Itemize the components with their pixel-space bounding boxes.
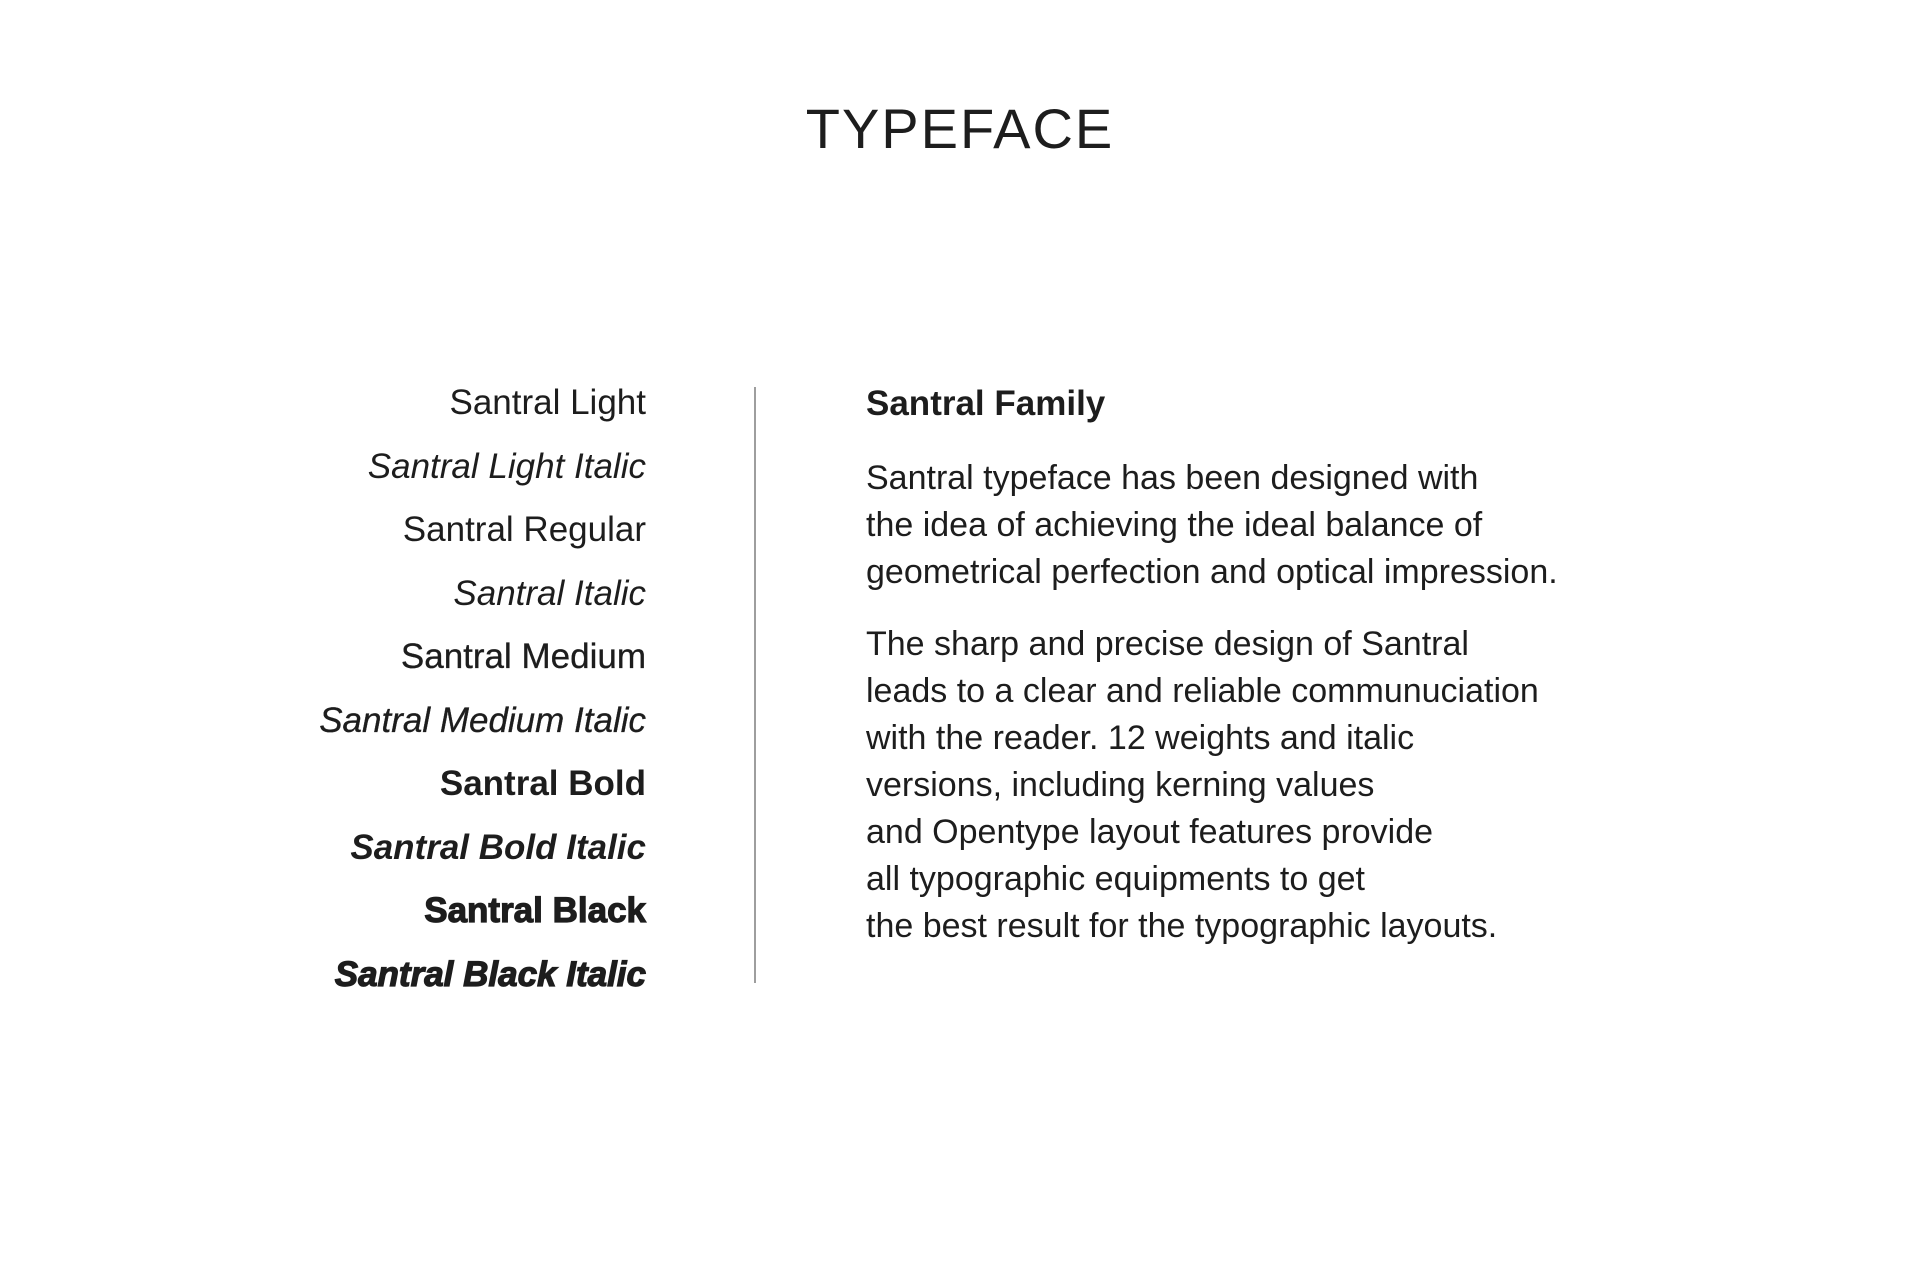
text-line: the best result for the typographic layouts. [866,907,1498,945]
text-line: and Opentype layout features provide [866,813,1434,851]
font-style-santral-light: Santral Light [449,383,646,422]
font-style-santral-italic: Santral Italic [453,573,646,613]
font-style-santral-black-italic: Santral Black Italic [334,954,646,994]
font-style-list [0,371,646,1006]
font-style-santral-light-italic: Santral Light Italic [367,446,646,486]
family-paragraph-1 [866,455,1696,596]
text-line: The sharp and precise design of Santral [866,625,1469,663]
text-line: versions, including kerning values [866,766,1375,804]
family-heading: Santral Family [866,384,1106,423]
family-paragraph-2 [866,621,1696,950]
font-style-santral-black: Santral Black [424,891,646,930]
text-line: all typographic equipments to get [866,860,1365,898]
text-line: geometrical perfection and optical impression. [866,553,1558,591]
font-style-santral-bold: Santral Bold [439,764,646,803]
font-style-santral-regular: Santral Regular [402,510,646,549]
vertical-divider [754,387,756,983]
font-style-santral-medium-italic: Santral Medium Italic [319,700,646,740]
text-line: with the reader. 12 weights and italic [866,719,1415,757]
font-style-santral-medium: Santral Medium [400,637,646,676]
font-style-santral-bold-italic: Santral Bold Italic [350,827,646,867]
page-title: TYPEFACE [805,97,1115,160]
text-line: Santral typeface has been designed with [866,459,1479,497]
family-description [866,380,1696,975]
text-line: leads to a clear and reliable communuciation [866,672,1539,710]
text-line: the idea of achieving the ideal balance of [866,506,1483,544]
